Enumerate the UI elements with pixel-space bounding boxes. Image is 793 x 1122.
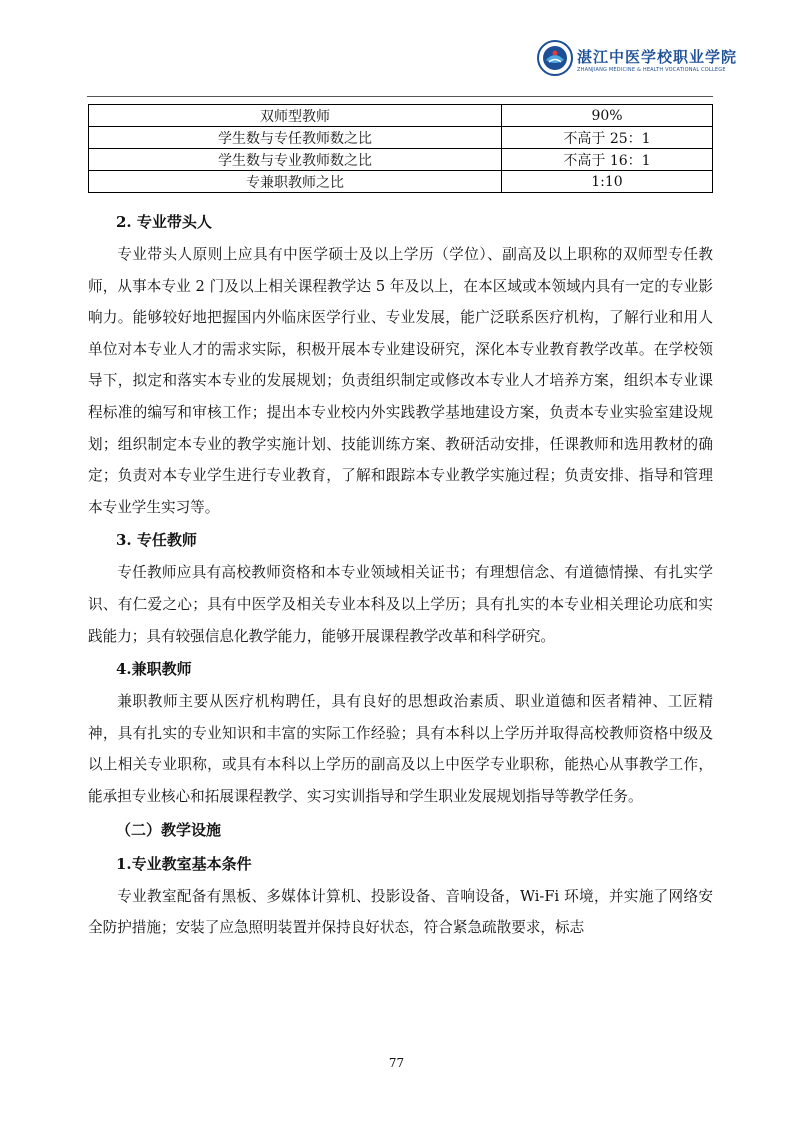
staff-ratio-table bbox=[88, 104, 713, 193]
table-cell-label: 学生数与专任教师数之比 bbox=[89, 127, 502, 149]
table-row bbox=[89, 127, 713, 149]
section-heading: 2. 专业带头人 bbox=[116, 213, 212, 231]
section-paragraph: 专任教师应具有高校教师资格和本专业领域相关证书；有理想信念、有道德情操、有扎实学识、有仁爱之心；具有中医学及相关专业本科及以上学历；具有扎实的本专业相关理论功底和实践能力；具有较强信息化教学能力，能够开展课程教学改革和科学研究。 bbox=[88, 564, 713, 645]
table-cell-value: 不高于 16：1 bbox=[502, 149, 713, 171]
page-header bbox=[0, 0, 793, 90]
section-heading: 3. 专任教师 bbox=[116, 531, 197, 550]
table-cell-label: 专兼职教师之比 bbox=[89, 171, 502, 193]
section-paragraph: 专业教室配备有黑板、多媒体计算机、投影设备、音响设备，Wi-Fi 环境，并实施了网络安全防护措施；安装了应急照明装置并保持良好状态，符合紧急疏散要求，标志 bbox=[88, 887, 713, 937]
document-body bbox=[88, 205, 713, 944]
section-heading: （二）教学设施 bbox=[116, 820, 222, 839]
header-divider bbox=[87, 96, 713, 97]
table-row bbox=[89, 171, 713, 193]
table-row bbox=[89, 105, 713, 127]
section-heading: 1.专业教室基本条件 bbox=[116, 854, 252, 873]
section-heading: 4.兼职教师 bbox=[116, 660, 192, 679]
table-row bbox=[89, 149, 713, 171]
college-name-cn: 湛江中医学校职业学院 bbox=[577, 48, 738, 66]
section-paragraph: 兼职教师主要从医疗机构聘任，具有良好的思想政治素质、职业道德和医者精神、工匠精神，具有扎实的专业知识和丰富的实际工作经验；具有本科以上学历并取得高校教师资格中级及以上相关专业职称，或具有本科以上学历的副高及以上中医学专业职称，能热心从事教学工作，能承担专业核心和拓展课程教学、实习实训指导和学生职业发展规划指导等教学任务。 bbox=[88, 693, 713, 805]
table-cell-value: 不高于 25：1 bbox=[502, 127, 713, 149]
college-logo bbox=[537, 40, 738, 82]
table-cell-label: 双师型教师 bbox=[89, 105, 502, 127]
table-cell-value: 90% bbox=[502, 105, 713, 127]
page-number: 77 bbox=[388, 1056, 405, 1070]
table-cell-value: 1:10 bbox=[502, 171, 713, 193]
table-cell-label: 学生数与专业教师数之比 bbox=[89, 149, 502, 171]
college-name-en: ZHANJIANG MEDICINE & HEALTH VOCATIONAL COLLEGE bbox=[577, 67, 726, 73]
college-emblem-icon bbox=[537, 40, 573, 76]
section-paragraph: 专业带头人原则上应具有中医学硕士及以上学历（学位）、副高及以上职称的双师型专任教师，从事本专业 2 门及以上相关课程教学达 5 年及以上，在本区域或本领域内具有一定的专业影响力。能够较好地把握国内外临床医学行业、专业发展，能广泛联系医疗机构，了解行业和用人单位对本专业人才的需求实际，积极开展本专业建设研究，深化本专业教育教学改革。在学校领导下，拟定和落实本专业的发展规划；负责组织制定或修改本专业人才培养方案，组织本专业课程标准的编写和审核工作；提出本专业校内外实践教学基地建设方案，负责本专业实验室建设规划；组织制定本专业的教学实施计划、技能训练方案、教研活动安排，任课教师和选用教材的确定；负责对本专业学生进行专业教育，了解和跟踪本专业教学实施过程；负责安排、指导和管理本专业学生实习等。 bbox=[88, 246, 713, 516]
